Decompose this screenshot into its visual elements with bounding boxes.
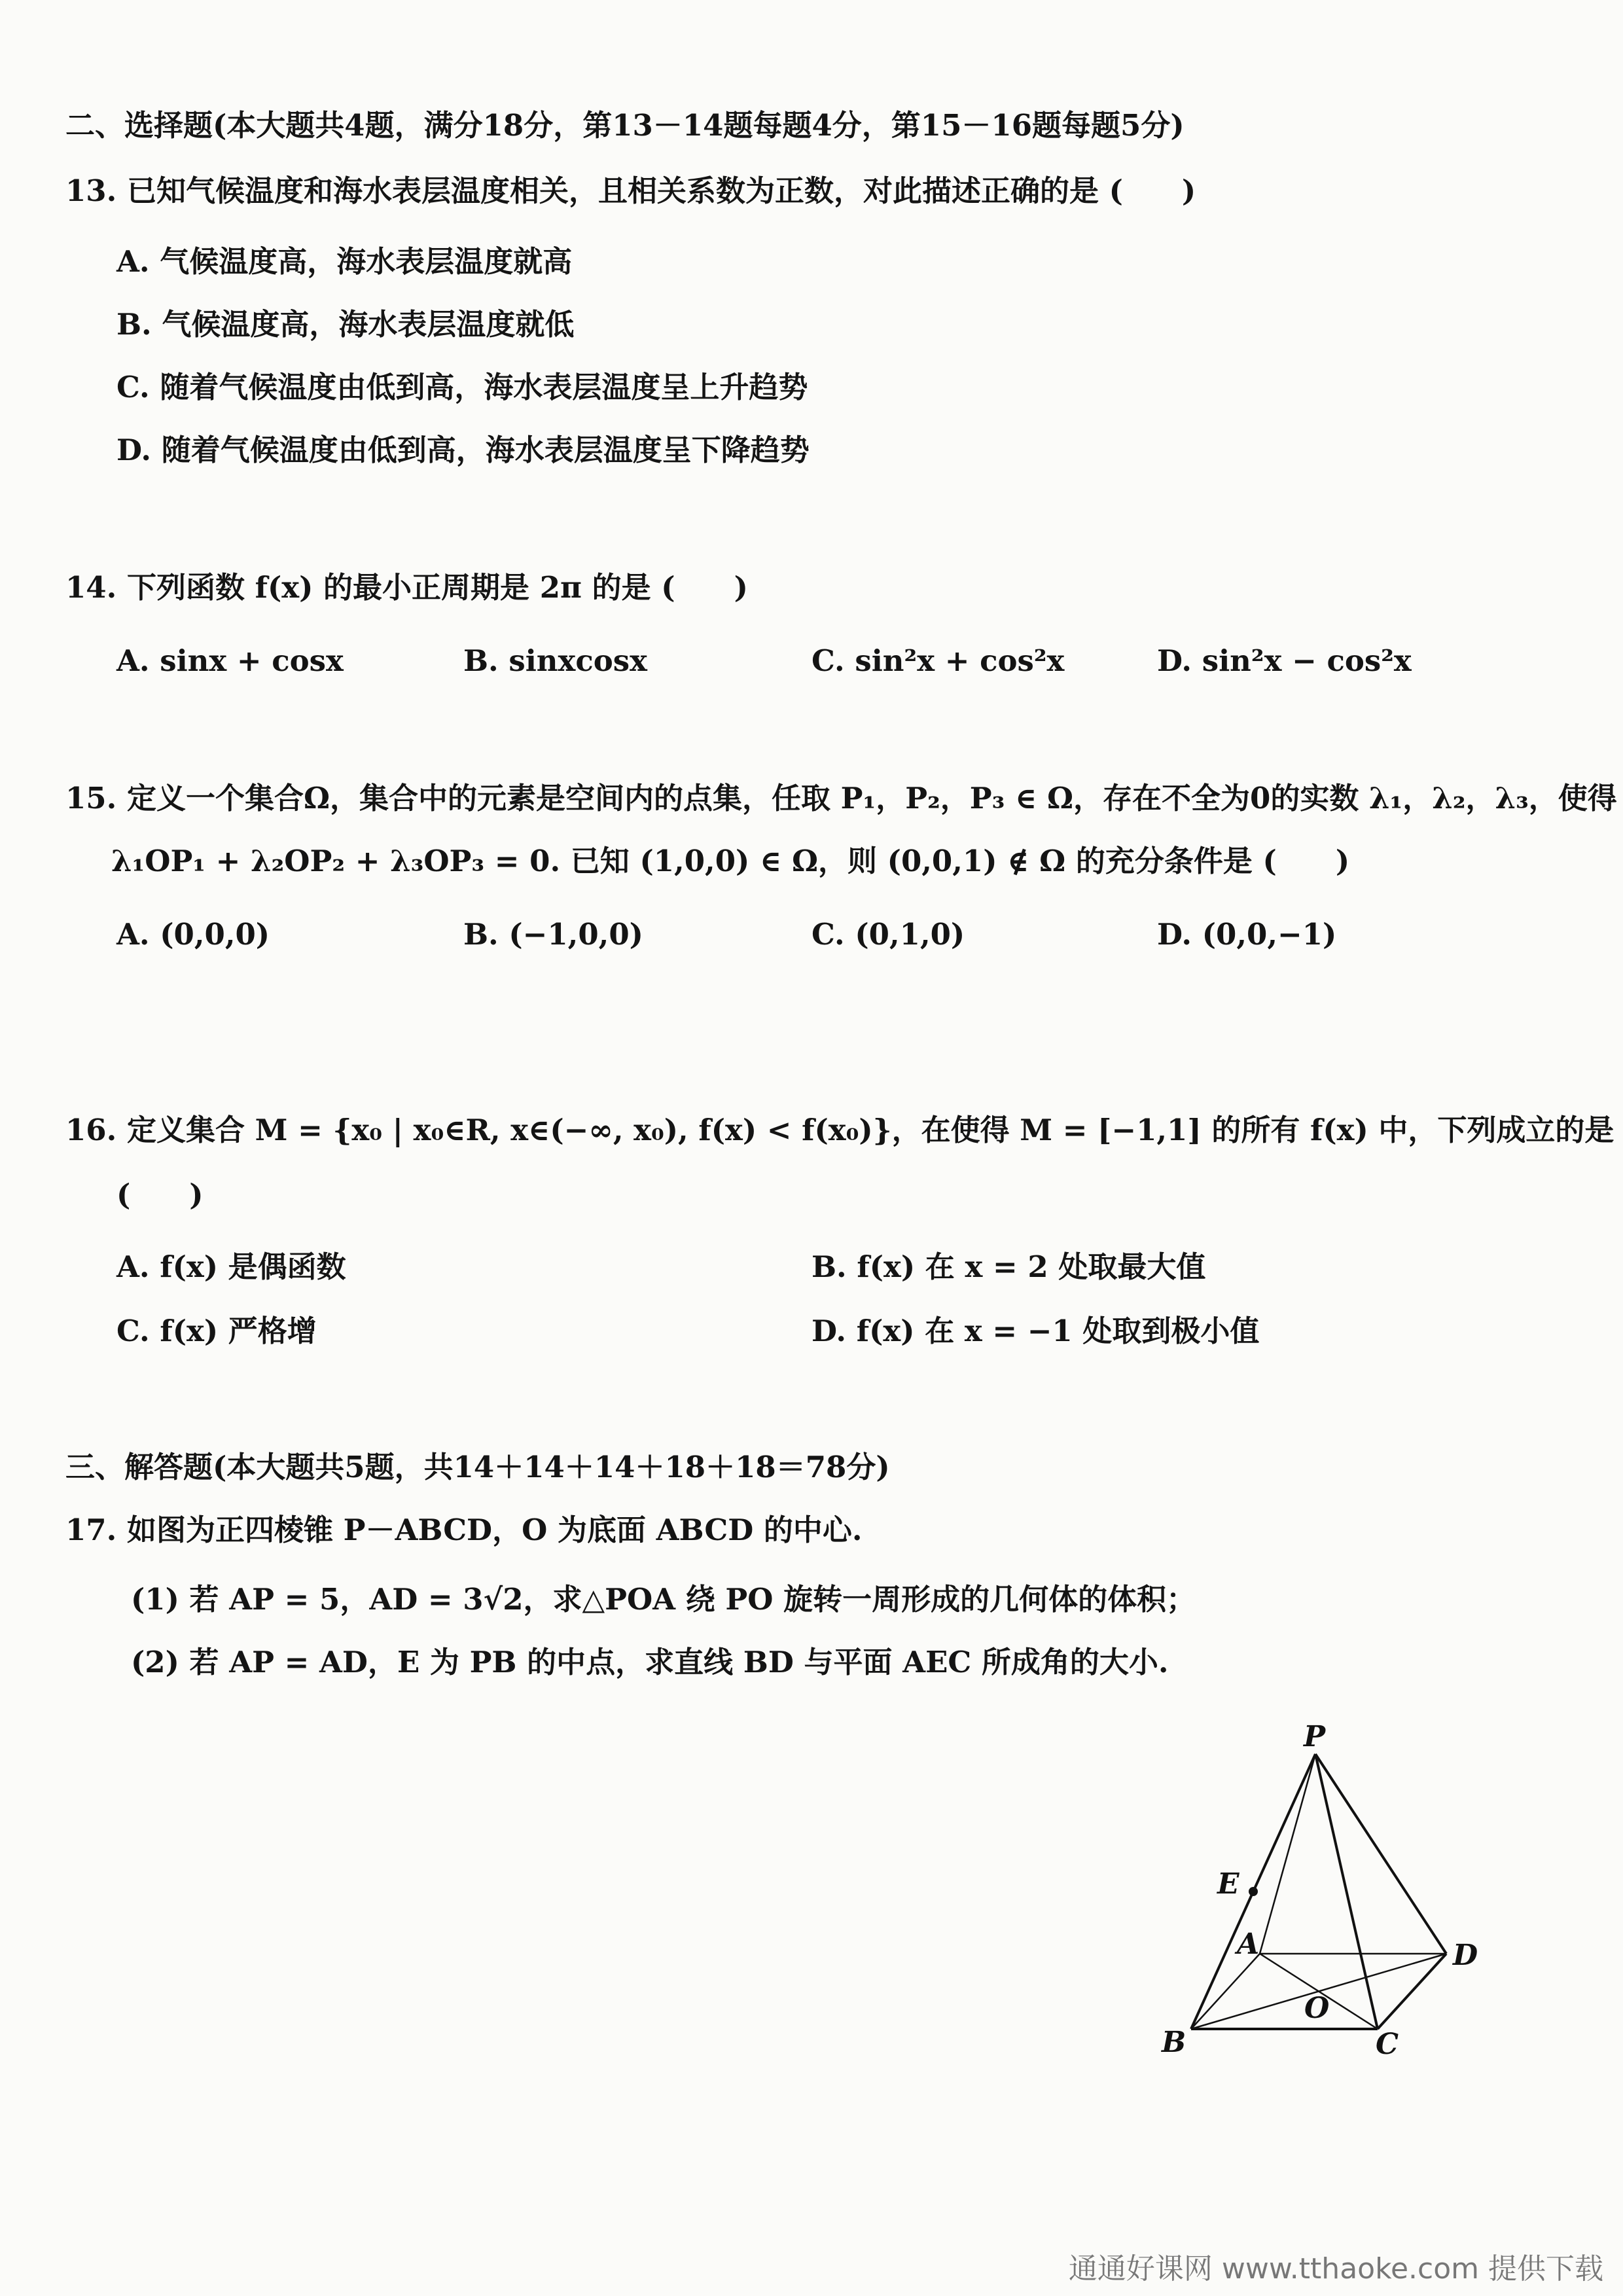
q15-option-a: A. (0,0,0): [116, 917, 270, 952]
q16-option-c: C. f(x) 严格增: [116, 1314, 317, 1348]
question-15-stem-line2: λ₁OP₁ + λ₂OP₂ + λ₃OP₃ = 0. 已知 (1,0,0) ∈ Ω，则 (0,0,1) ∉ Ω 的充分条件是 ( ): [111, 844, 1350, 878]
q13-option-d: D. 随着气候温度由低到高，海水表层温度呈下降趋势: [116, 433, 810, 467]
section-2-title: 二、选择题(本大题共4题，满分18分，第13－14题每题4分，第15－16题每题5分): [65, 108, 1185, 143]
point-e-dot: [1249, 1887, 1258, 1896]
edge-pc: [1315, 1754, 1378, 2029]
label-d: D: [1453, 1939, 1478, 1972]
edge-ab: [1191, 1954, 1260, 2029]
q14-option-a: A. sinx + cosx: [116, 643, 344, 678]
question-14-stem: 14. 下列函数 f(x) 的最小正周期是 2π 的是 ( ): [65, 570, 748, 605]
q16-option-d: D. f(x) 在 x = −1 处取到极小值: [812, 1314, 1260, 1348]
edge-pa: [1260, 1754, 1315, 1954]
q15-option-c: C. (0,1,0): [812, 917, 965, 952]
q13-option-c: C. 随着气候温度由低到高，海水表层温度呈上升趋势: [116, 370, 808, 404]
edge-pd: [1315, 1754, 1446, 1954]
question-17-stem: 17. 如图为正四棱锥 P－ABCD，O 为底面 ABCD 的中心.: [65, 1513, 863, 1547]
section-3-title: 三、解答题(本大题共5题，共14＋14＋14＋18＋18＝78分): [65, 1450, 890, 1484]
q14-option-c: C. sin²x + cos²x: [812, 643, 1065, 678]
q13-option-a: A. 气候温度高，海水表层温度就高: [116, 244, 573, 279]
q13-option-b: B. 气候温度高，海水表层温度就低: [116, 307, 575, 342]
q14-option-b: B. sinxcosx: [463, 643, 647, 678]
label-e: E: [1217, 1867, 1240, 1901]
question-16-stem-line1: 16. 定义集合 M = {x₀ | x₀∈R, x∈(−∞, x₀), f(x) < f(x₀)}，在使得 M = [−1,1] 的所有 f(x) 中，下列成立的是: [65, 1113, 1614, 1147]
q16-option-b: B. f(x) 在 x = 2 处取最大值: [812, 1249, 1206, 1284]
q15-option-d: D. (0,0,−1): [1157, 917, 1337, 952]
q15-option-b: B. (−1,0,0): [463, 917, 643, 952]
label-p: P: [1304, 1721, 1326, 1753]
label-o: O: [1304, 1992, 1330, 2025]
label-b: B: [1162, 2026, 1186, 2059]
question-17-part-1: (1) 若 AP = 5，AD = 3√2，求△POA 绕 PO 旋转一周形成的几何体的体积；: [131, 1582, 1196, 1617]
footer-watermark: 通通好课网 www.tthaoke.com 提供下载: [1068, 2252, 1603, 2286]
q14-option-d: D. sin²x − cos²x: [1157, 643, 1412, 678]
question-16-stem-line2: ( ): [116, 1177, 204, 1212]
edge-cd: [1378, 1954, 1446, 2029]
question-17-part-2: (2) 若 AP = AD，E 为 PB 的中点，求直线 BD 与平面 AEC 所成角的大小.: [131, 1645, 1169, 1679]
label-c: C: [1376, 2028, 1399, 2061]
q16-option-a: A. f(x) 是偶函数: [116, 1249, 346, 1284]
label-a: A: [1237, 1928, 1260, 1961]
question-15-stem-line1: 15. 定义一个集合Ω，集合中的元素是空间内的点集，任取 P₁，P₂，P₃ ∈ Ω，存在不全为0的实数 λ₁，λ₂，λ₃，使得: [65, 781, 1617, 816]
question-13-stem: 13. 已知气候温度和海水表层温度相关，且相关系数为正数，对此描述正确的是 ( ): [65, 173, 1196, 208]
pyramid-figure: [1139, 1721, 1505, 2062]
